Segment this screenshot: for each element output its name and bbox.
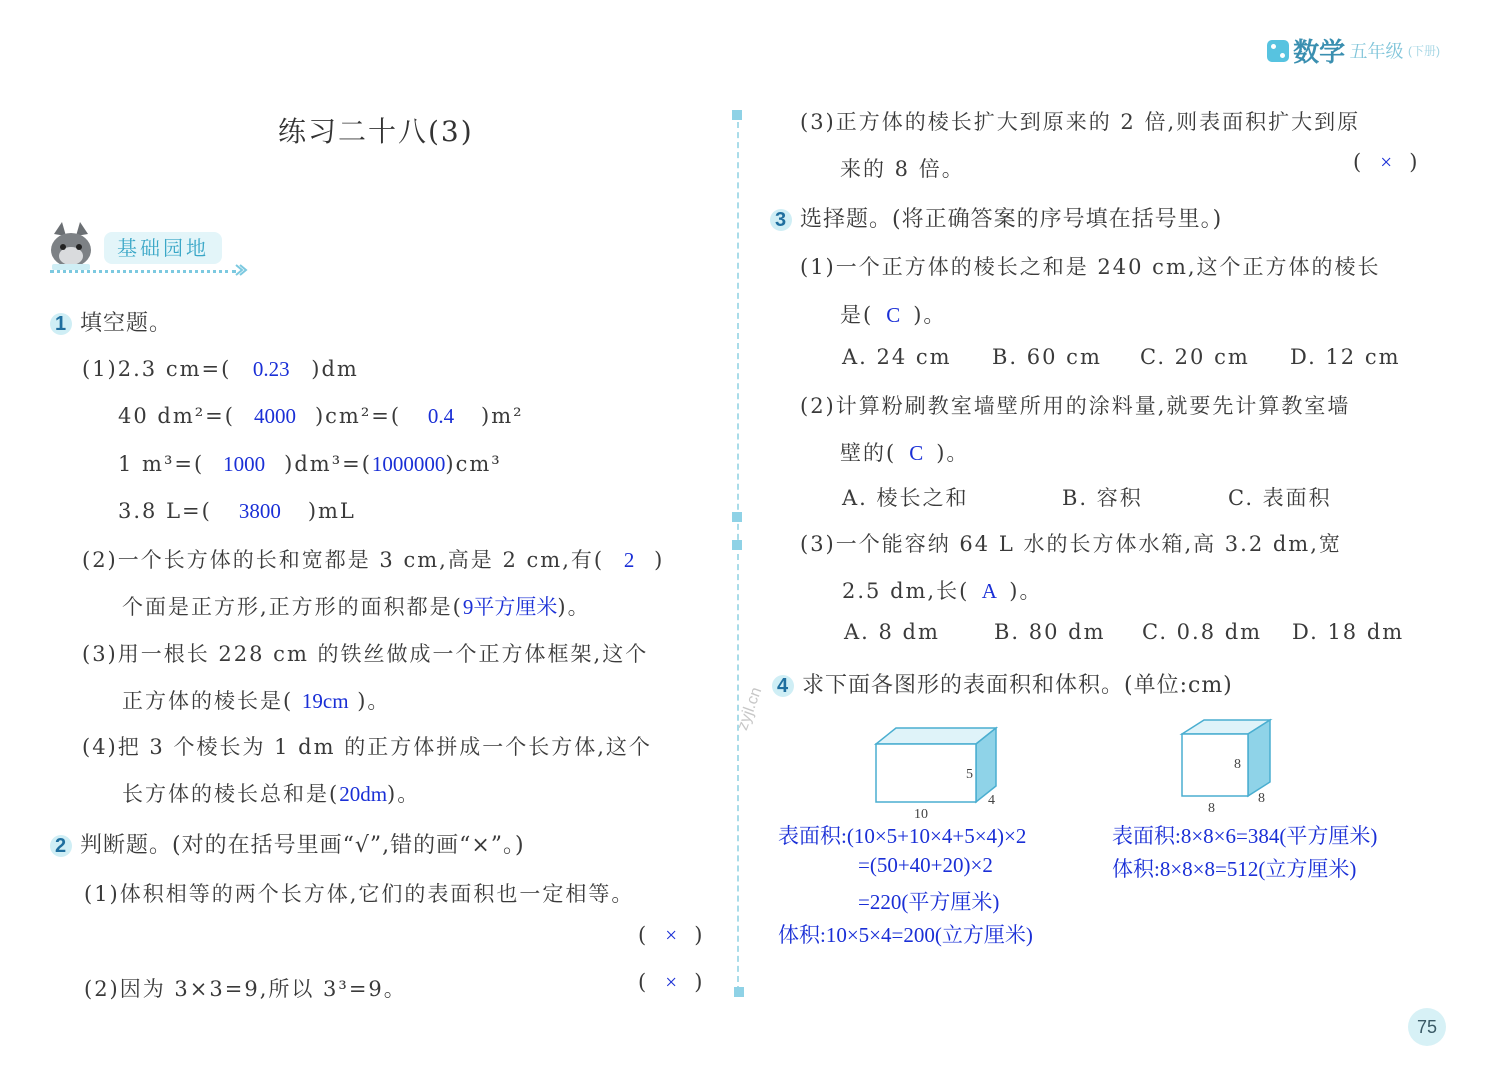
q1-p1-d-text: 3.8 L=( <box>118 499 212 523</box>
q4-work1-line1: 表面积:(10×5+10×4+5×4)×2 <box>778 824 1027 848</box>
column-divider <box>737 112 739 992</box>
q2-p2-answer: × <box>665 970 678 994</box>
q1-heading <box>50 306 172 337</box>
q3-p1-end: )。 <box>913 303 947 327</box>
q1-p1-b-unit: )m² <box>481 404 524 428</box>
q1-p4-end: )。 <box>387 782 421 806</box>
q1-p1-c-text: 1 m³=( <box>118 452 205 476</box>
brand-logo-icon <box>1267 40 1289 62</box>
q1-p1-a-answer: 0.23 <box>252 357 290 381</box>
q1-p1-line-b <box>118 404 524 429</box>
q3-p2-line2 <box>840 437 969 467</box>
q3-p3-line1: (3)一个能容纳 64 L 水的长方体水箱,高 3.2 dm,宽 <box>800 532 1342 556</box>
section-badge-label: 基础园地 <box>104 232 222 264</box>
watermark: zyjl.cn <box>734 685 766 733</box>
q4-title: 求下面各图形的表面积和体积。(单位:cm) <box>802 673 1233 698</box>
q3-p2-end: )。 <box>936 441 970 465</box>
q3-p1-answer: C <box>886 303 901 327</box>
q1-p4-answer: 20dm <box>339 782 388 806</box>
q1-p1-c-answer2: 1000000 <box>371 452 446 476</box>
q1-p1-line-d <box>118 499 356 524</box>
q3-p1-option-a: A. 24 cm <box>842 345 952 369</box>
divider-marker <box>732 512 742 522</box>
q1-p1-d-answer: 3800 <box>238 499 281 523</box>
q1-p4-text2: 长方体的棱长总和是( <box>122 782 340 806</box>
q1-p2-line2 <box>122 591 591 621</box>
section-badge-divider <box>50 270 236 273</box>
cube-edge-right-label: 8 <box>1234 757 1241 772</box>
q3-title: 选择题。(将正确答案的序号填在括号里。) <box>800 207 1223 232</box>
q3-p1-line2 <box>840 299 946 329</box>
q3-heading <box>770 202 1222 233</box>
q1-p1-c-mid: )dm³=( <box>284 452 372 476</box>
cube-figure <box>1174 716 1284 816</box>
q1-p2-text: (2)一个长方体的长和宽都是 3 cm,高是 2 cm,有( <box>82 548 605 572</box>
q1-p2-paren: ) <box>654 548 665 572</box>
q1-p1-b-mid: )cm²=( <box>314 404 402 428</box>
q1-p1-a-text: (1)2.3 cm=( <box>82 357 232 381</box>
q3-p3-text2: 2.5 dm,长( <box>842 579 970 603</box>
brand-header <box>1267 32 1440 69</box>
q1-p1-line-c <box>118 452 502 477</box>
q3-p1-option-b: B. 60 cm <box>992 345 1102 369</box>
mascot-icon <box>46 222 96 272</box>
q3-p3-end: )。 <box>1009 579 1043 603</box>
q1-p1-line-a <box>82 357 359 382</box>
q1-p1-c-unit: )cm³ <box>445 452 502 476</box>
q3-p2-option-b: B. 容积 <box>1062 486 1143 510</box>
brand-subject: 数学 <box>1293 37 1346 67</box>
q4-work1-line3: =220(平方厘米) <box>858 890 1000 914</box>
page-number: 75 <box>1408 1008 1446 1046</box>
q3-p3-option-b: B. 80 dm <box>994 620 1106 644</box>
q1-p1-b-answer1: 4000 <box>253 404 296 428</box>
q1-p1-b-text: 40 dm²=( <box>118 404 235 428</box>
q1-p3-line1: (3)用一根长 228 cm 的铁丝做成一个正方体框架,这个 <box>82 642 649 666</box>
q1-p2-end: )。 <box>557 595 591 619</box>
arrow-icon <box>234 264 248 276</box>
q1-p2-line1 <box>82 544 664 574</box>
q2-p3-answer: × <box>1380 150 1393 174</box>
q3-p3-line2 <box>842 575 1043 605</box>
q1-p3-answer: 19cm <box>301 689 349 713</box>
q4-work1-line2: =(50+40+20)×2 <box>858 853 993 877</box>
q2-p2-bracket: ( × ) <box>638 970 705 994</box>
q1-p2-text2: 个面是正方形,正方形的面积都是( <box>122 595 463 619</box>
q2-p3-line2: 来的 8 倍。 <box>840 157 965 181</box>
cube-edge-depth-label: 8 <box>1258 791 1265 806</box>
q1-p3-text2: 正方体的棱长是( <box>122 689 294 713</box>
q4-work2-line2: 体积:8×8×8=512(立方厘米) <box>1112 857 1357 881</box>
cuboid-width-label: 4 <box>988 793 995 808</box>
q4-number: 4 <box>772 675 794 697</box>
q4-work2-line1: 表面积:8×8×6=384(平方厘米) <box>1112 824 1378 848</box>
q1-p4-line2 <box>122 778 420 808</box>
q3-p3-option-c: C. 0.8 dm <box>1142 620 1263 644</box>
divider-marker <box>734 987 744 997</box>
q3-p1-option-d: D. 12 cm <box>1290 345 1401 369</box>
q1-p3-end: )。 <box>357 689 391 713</box>
cuboid-figure <box>866 722 1016 822</box>
q3-p2-answer: C <box>909 441 924 465</box>
q3-p3-option-a: A. 8 dm <box>844 620 940 644</box>
q4-heading <box>772 668 1233 699</box>
q3-p2-text2: 壁的( <box>840 441 897 465</box>
q3-p1-option-c: C. 20 cm <box>1140 345 1250 369</box>
q2-p1-bracket: ( × ) <box>638 923 705 947</box>
q3-p2-line1: (2)计算粉刷教室墙壁所用的涂料量,就要先计算教室墙 <box>800 394 1351 418</box>
q1-number: 1 <box>50 313 72 335</box>
cube-edge-bottom-label: 8 <box>1208 801 1215 816</box>
brand-volume: (下册) <box>1408 44 1440 58</box>
q1-p2-answer2: 9平方厘米 <box>462 595 558 619</box>
divider-marker <box>732 110 742 120</box>
page-title: 练习二十八(3) <box>278 115 474 148</box>
q2-title: 判断题。(对的在括号里画“√”,错的画“×”。) <box>80 833 525 858</box>
section-badge <box>46 222 246 278</box>
q1-p4-line1: (4)把 3 个棱长为 1 dm 的正方体拼成一个长方体,这个 <box>82 735 652 759</box>
q3-p2-option-a: A. 棱长之和 <box>842 486 969 510</box>
q2-heading <box>50 828 525 859</box>
q4-work1-line4: 体积:10×5×4=200(立方厘米) <box>778 923 1033 947</box>
q3-p1-text2: 是( <box>840 303 874 327</box>
q2-number: 2 <box>50 835 72 857</box>
q2-p3-line1: (3)正方体的棱长扩大到原来的 2 倍,则表面积扩大到原 <box>800 110 1361 134</box>
brand-grade: 五年级 <box>1349 41 1404 62</box>
cuboid-length-label: 10 <box>914 807 928 822</box>
q3-number: 3 <box>770 209 792 231</box>
divider-marker <box>732 540 742 550</box>
q3-p3-option-d: D. 18 dm <box>1292 620 1405 644</box>
q2-p1-answer: × <box>665 923 678 947</box>
q3-p1-line1: (1)一个正方体的棱长之和是 240 cm,这个正方体的棱长 <box>800 255 1381 279</box>
q2-p3-bracket: ( × ) <box>1353 150 1420 174</box>
q2-p2: (2)因为 3×3=9,所以 3³=9。 <box>84 977 407 1001</box>
q2-p1: (1)体积相等的两个长方体,它们的表面积也一定相等。 <box>84 882 635 906</box>
cuboid-height-label: 5 <box>966 767 973 782</box>
q1-p3-line2 <box>122 685 390 715</box>
q1-p1-c-answer1: 1000 <box>223 452 266 476</box>
q3-p2-option-c: C. 表面积 <box>1228 486 1332 510</box>
q1-title: 填空题。 <box>80 311 173 336</box>
q1-p2-answer1: 2 <box>623 548 635 572</box>
q1-p1-a-unit: )dm <box>311 357 359 381</box>
q1-p1-d-unit: )mL <box>307 499 356 523</box>
q3-p3-answer: A <box>981 579 997 603</box>
q1-p1-b-answer2: 0.4 <box>427 404 455 428</box>
